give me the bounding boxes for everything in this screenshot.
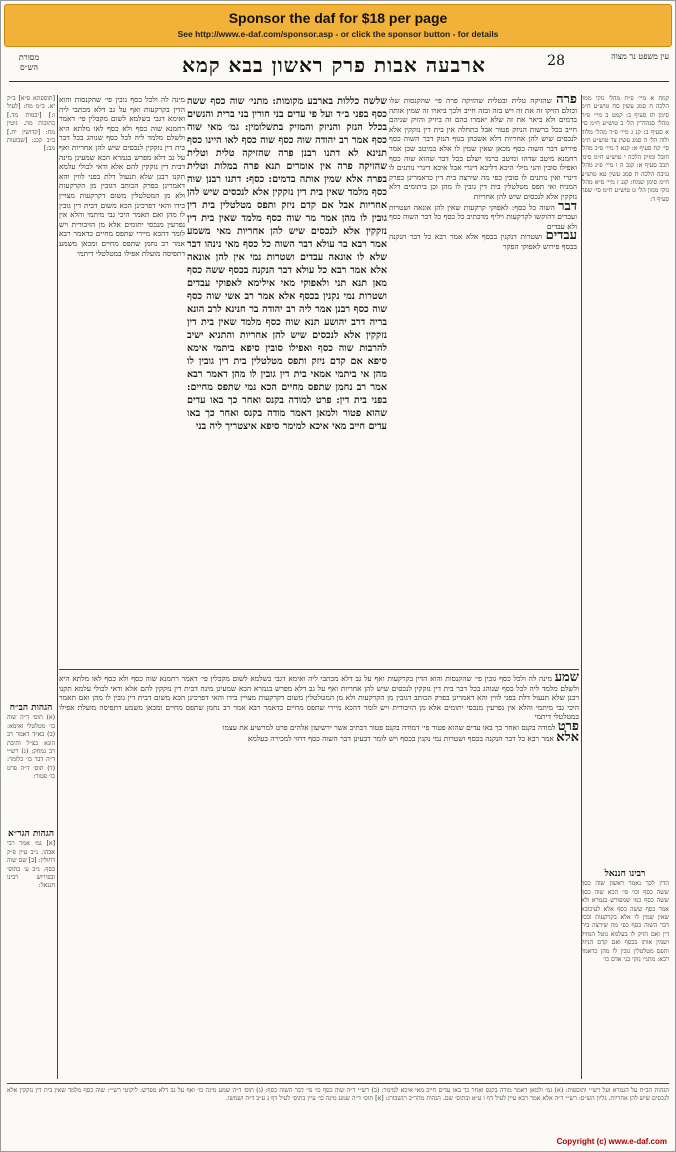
rashi-dibur-text: השוה כל כסף: לאפוקי קרקעות שאין להן אונאה ושטרות ועבדים דהוקשו לקרקעות ויליף מדכתיב כל כסף כל דבר השוה כסף ולא עבדים [389,202,577,231]
tosafot-column-upper: מינה לה ולכל כסף גובין פי׳ שהקנסות והוא הדין בקרקעות ואף על גב דלא מכתבי ליה ואימא דגבי בשלמא לשום מקבלין פי׳ דאמר רחמנא שוה כסף ולא כסף לאו מלתא היא ולשלם מלמד ליה לכל כסף שנוהג בכל דבר בית דין נזקקין לנכסים שיש להן אחריות ואף על גב דלא מפרש בגמרא הכא שמעינן מינה דבית דין נזקקין להם אלא ודאי לכולי עלמא תקנו רבנן שלא תנעול דלת בפני לווין והא דאמרינן בפרק הכותב דגובין מן הקרקעות ולא מן המטלטלין משום דקרקעות מצויין בידו והאי דפרכינן הכא משום דבית דין גובין לו מהן ואם תאמר היכי גבי מיתמי והלא אין נפרעין מנכסי יתומים אלא מן הזיבורית ויש לומר דהכא מיירי שתפס מחיים כדאמר רבא אמר רב נחמן שתפס מחיים ומכאן משמע דתפיסה מועלת אפילו במטלטלי דיתמי [59,95,185,258]
section-rule [59,669,579,670]
haghot-bach-heading: הגהות הב״ח [9,703,53,713]
tosafot-prat-heading: פרט [557,718,579,734]
mesoret-label: מסורת הש״ס [18,53,40,72]
sponsor-title[interactable]: Sponsor the daf for $18 per page [228,10,448,26]
haghot-gra-text: [א] גמ׳ אמר רבי אבהו. נ״ב עיין פ״ק דחולין: [ב] שם שוה כסף. נ״ב ע׳ בתוס׳ ובפירוש רבינו חננאל: [7,840,55,890]
tosafot-prat-text: למודה בקנס ואחר כך באו עדים שהוא פטור פי׳ דמודה בקנס פטור דכתיב אשר ירשיעון אלהים פרט למרשיע את עצמו [222,722,556,732]
gemara-column: שלשה כללות בארבע מקומות: מתני׳ שוה כסף ששה כסף בפני ב״ד ועל פי עדים בני חורין בני ברית והנשים בכלל הנזק והניזק והמזיק בתשלומין: גמ׳ מאי שוה כסף אמר רב יהודה שוה כסף שוה כסף לאו היינו כסף תנינא לא דתנו רבנן פרה שהזיקה טלית וטלית שהזיקה פרה אין אומרים תנא פרה במלות וטלית בפרה אלא שמין אותה בדמים: כסף: דתנו רבנן שוה כסף מלמד שאין בית דין נזקקין אלא לנכסים שיש להן אחריות אבל אם קדם ניזק ותפס מטלטלין בית דין גובין לו מהן אמר מר שוה כסף מלמד שאין בית דין נזקקין אלא לנכסים שיש להן אחריות מאי משמע אמר רבא בר עולא דבר השוה כל כסף מאי נינהו דבר שלא לו אונאה עבדים ושטרות נמי אין להן אונאה אלא אמר רבא כל עולא דבר הנקנה בכסף ששה כסף מאן תנא תני ולאפוקי מאי אילימא לאפוקי עבדים ושטרות נמי נקנין בכסף אלא אמר רב אשי שוה כסף שוה כסף רבנן אמר ליה רב יהודה בר חנינא לרב הונא בריה דרב יהושע תנא שוה כסף מלמד שאין בית דין נזקקין אלא לנכסים שיש להן אחריות והתניא ישיב להרבות שוה כסף ואפילו סובין סיפא ביתמי אימא סיפא אם קדם ניזק ותפס מטלטלין בית דין גובין לו מהן אי ביתמי אמאי בית דין גובין לו מהן דאמר רבא אמר רב נחמן שתפס מחיים הכא נמי שתפס מחיים: בפני בית דין: פרט למודה בקנס ואחר כך באו עדים שהוא פטור ולמאן דאמר מודה בקנס ואחר כך באו עדים חייב מאי איכא למימר סיפא איצטריך ליה בני [187,96,387,432]
rashi-text: שהזיקה טלית ובטלית שהזיקה פרה פי׳ שהקנסות שלו וכולם הזיקו זה את זה ויש בזה ובזה חייב ולכך ביארו זה שמין אותה בדמים ולא ביאר את זה שלא יאמרו בהם זה ביזיק והזיק שניהם חייב בכל כרשות הניזק פטור אבל בתחלה אין בית דין נזקקין אלא לנכסים שיש להן אחריות דלא אשכחן בגוף הנזק דבר השוה כסף פירוש דבר השוה כסף מכאן שאין שמין לו אלא במיטב שכן אמר רחמנא מיטב שדהו ומיטב כרמו ישלם בכל דבר שהוא שוה כסף ואפילו סובין והני מילי היכא דליכא דינרי אבל איכא דינרי נותנים לו דינרי ואין נותנים לו סובין כפי מה שירצה בית דין כדאמרינן בפרק המניח ואי תפס מטלטלין בית דין גובין לו מהן וכן ביתומים דלא נזקקין אלא לנכסים שיש להן אחריות [389,96,577,201]
column-divider [581,95,582,1079]
ein-mishpat-label: עין משפט נר מצוה [611,52,669,61]
rashi-avadim-heading: עבדים [545,228,577,244]
haghot-gra-box [7,827,55,947]
page-number: 28 [547,53,565,69]
sponsor-banner[interactable] [4,4,672,47]
rashi-avadim-text: ושטרות דנקנין בכסף אלא אמר רבא כל דבר הנקנה בכסף פירוש לאפוקי הפקר [389,232,577,251]
copyright-link[interactable]: Copyright (c) www.e-daf.com [556,1137,667,1146]
tosafot-ela-text: אמר רבא כל דבר הנקנה בכסף ושטרות נמי נקנין בכסף ויש לומר דבעינן דבר השוה כסף דחזי למכירה בעלמא [247,733,554,743]
rabbeinu-chananel-text: הדין לכך נאמר ראשון שוה כסף ששה כסף וכו׳ פי׳ הכא שוה כסף ששה כסף כמו שמפורש בגמרא ולא אמר כסף ששה כסף אלא לעיכובא שאין שמין לו אלא בקרקעות ובכל דבר השוה כסף כפי מה שירצה בית דין ואם הזיק לו בעלמא נוטל המזיק ושמין אותו בכסף ואם קדם הניזק ותפס מטלטלין גובין לו מהן כדאמר רבא: מתני׳ נזקי בני אדם כו׳ [581,880,669,964]
footer-rule [7,1083,669,1084]
ein-mishpat-column: קמח א מיי׳ פ״ח מהל׳ נזקי ממון הלכה ח סמג עשין סח טוש״ע ח״מ סימן תז סעיף ב: קמט ב מיי׳ פ״ח מהל׳ סנהדרין הל׳ ב טוש״ע ח״מ סי׳ א סעיף ב: קנ ג מיי׳ פ״ד מהל׳ מלוה ולוה הל׳ ה סמג עשין צד טוש״ע ח״מ סי׳ קח סעיף א: קנא ד מיי׳ פ״ב מהל׳ חובל ומזיק הלכה י טוש״ע ח״מ סימן תכב סעיף א: קנב ה ו מיי׳ פ״ג מהל׳ גניבה הלכה ח סמג עשין עא טוש״ע ח״מ סימן שמח: קנג ז מיי׳ פ״א מהל׳ נזקי ממון הל׳ ט טוש״ע ח״מ סי׳ שפח סעיף ד: [581,95,669,203]
page-title: ארבעה אבות פרק ראשון בבא קמא [182,53,486,77]
sponsor-link-text[interactable]: See http://www.e-daf.com/sponsor.asp - or click the sponsor button - for details [177,29,499,39]
rashi-heading: פרה [556,95,577,107]
haghot-bach-text: (א) תוס׳ ד״ה שוה כו׳ מטלטלי ואימא: (ב) בא״ד דאמר רב הונא כצ״ל ותיבת רב נמחק: (ג) רש״י ד״ה דבר כו׳ כלומר: (ד) תוס׳ ד״ה פרט כו׳ פטור: [7,714,55,781]
rabbeinu-chananel-column [581,867,669,1079]
tosafot-text: מינה לה ולכל כסף גובין פי׳ שהקנסות והוא הדין בקרקעות ואף על גב דלא מכתבי ליה ואימא דגבי בשלמא לשום מקבלין פי׳ דאמר רחמנא שוה כסף ולא כסף לאו מלתא היא ולשלם מלמד ליה לכל כסף שנוהג בכל דבר בית דין נזקקין לנכסים שיש להן אחריות ואף על גב דלא מפרש בגמרא הכא שמעינן מינה דבית דין נזקקין להם אלא ודאי לכולי עלמא תקנו רבנן שלא תנעול דלת בפני לווין והא דאמרינן בפרק הכותב דגובין מן הקרקעות ולא מן המטלטלין משום דקרקעות מצויין בידו והאי דפרכינן הכא משום דבית דין גובין לו מהן ואם תאמר היכי גבי מיתמי והלא אין נפרעין מנכסי יתומים אלא מן הזיבורית ויש לומר דהכא מיירי שתפס מחיים כדאמר רבא אמר רב נחמן שתפס מחיים ומכאן משמע דתפיסה מועלת אפילו במטלטלי דיתמי [59,674,579,722]
tosafot-heading: שמע [554,673,579,685]
rashi-dibur-heading: דבר [558,198,577,214]
footer-notes: הגהות הב״ח על הגמרא ועל רש״י ותוספות: (א) גמ׳ ולמאן דאמר מודה בקנס ואחר כך באו עדים חייב מאי איכא למימר: (ב) רש״י ד״ה שוה כסף כו׳ פי׳ דבר השוה כסף: (ג) תוס׳ ד״ה שמע מינה כו׳ ואף על גב דלא מפרש: ליקוטי רש״י: שוה כסף מלמד שאין בית דין נזקקין אלא לנכסים שיש להן אחריות. גליון הש״ס: רש״י ד״ה אלא אמר רבא עיין לעיל דף ו ע״א ובתוס׳ שם. הגהות מהר״ב רנשבורג: [א] תוס׳ ד״ה שמע מינה כו׳ עיין בתוס׳ לעיל דף ג ע״ב ד״ה ושמשו. [7,1087,669,1103]
haghot-gra-heading: הגהות הגר״א [7,829,54,839]
header-rule [9,81,669,82]
tosafot-column-lower [59,673,579,1079]
tosafot-ela-heading: אלא [556,729,579,745]
page-header [9,51,669,91]
column-divider [57,95,58,1079]
rashi-column [389,95,577,665]
rabbeinu-chananel-heading: רבינו חננאל [604,869,646,879]
haghot-bach-box [7,701,55,821]
mesoret-column: [תוספתא פ״א] ב״ק יא. ב״מ מח: [לעיל ו:] [יבמות מד.] כתובות מה. גיטין מח: [קדושין יח.] ב״ב קכג: [שבועות מב:] [7,95,55,153]
